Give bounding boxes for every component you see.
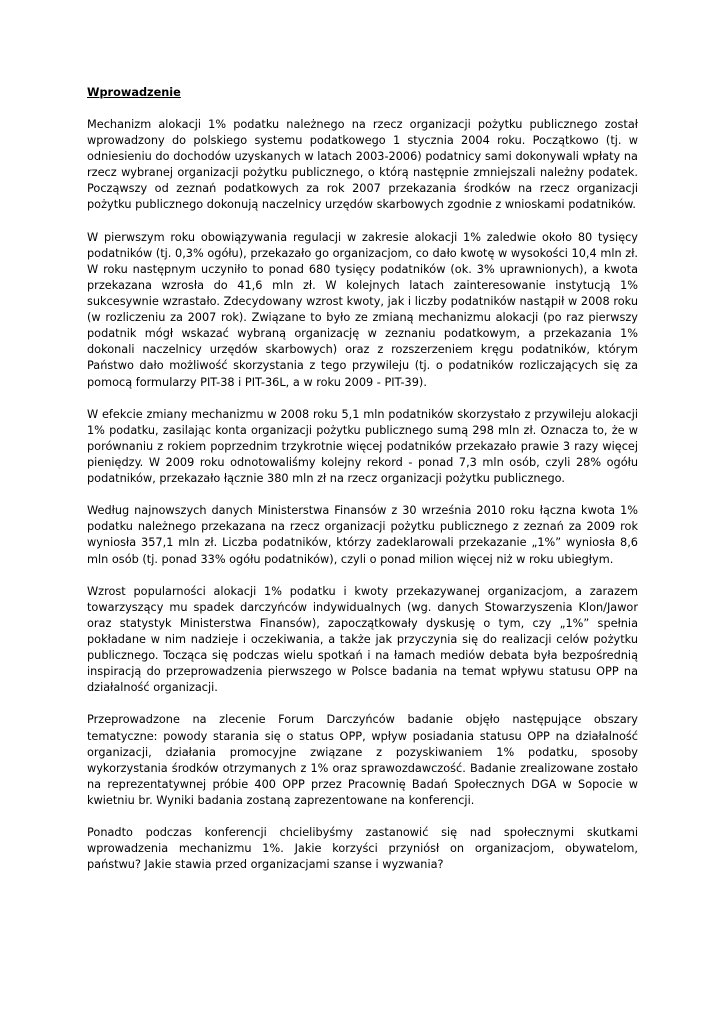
paragraph-conference-questions: Ponadto podczas konferencji chcielibyśmy zastanowić się nad społecznymi skutkami wprowadzenia mechanizmu 1%. Jakie korzyści przyniósł on organizacjom, obywatelom, państwu? Jakie stawia przed organizacjami szanse i wyzwania? <box>87 826 638 872</box>
paragraph-popularity-debate: Wzrost popularności alokacji 1% podatku i kwoty przekazywanej organizacjom, a zarazem towarzyszący mu spadek darczyńców indywidualnych (wg. danych Stowarzyszenia Klon/Jawor oraz statystyk Ministerstwa Finansów), zapoczątkowały dyskusję o tym, czy „1%” spełnia pokładane w nim nadzieje i oczekiwania, a także jak przyczynia się do realizacji celów pożytku publicznego. Tocząca się podczas wielu spotkań i na łamach mediów debata była bezpośrednią inspiracją do przeprowadzenia pierwszego w Polsce badania na temat wpływu statusu OPP na działalność organizacji. <box>87 584 638 695</box>
paragraph-2008-effect: W efekcie zmiany mechanizmu w 2008 roku 5,1 mln podatników skorzystało z przywileju alokacji 1% podatku, zasilając konta organizacji pożytku publicznego sumą 298 mln zł. Oznacza to, że w porównaniu z rokiem poprzednim trzykrotnie więcej podatników przekazało prawie 3 razy więcej pieniędzy. W 2009 roku odnotowaliśmy kolejny rekord - ponad 7,3 mln osób, czyli 28% ogółu podatników, przekazało łącznie 380 mln zł na rzecz organizacji pożytku publicznego. <box>87 407 638 486</box>
section-heading: Wprowadzenie <box>87 86 181 99</box>
paragraph-intro-mechanism: Mechanizm alokacji 1% podatku należnego na rzecz organizacji pożytku publicznego został wprowadzony do polskiego systemu podatkowego 1 stycznia 2004 roku. Początkowo (tj. w odniesieniu do dochodów uzyskanych w latach 2003-2006) podatnicy sami dokonywali wpłaty na rzecz wybranej organizacji pożytku publicznego, o którą następnie zmniejszali należny podatek. Począwszy od zeznań podatkowych za rok 2007 przekazania środków na rzecz organizacji pożytku publicznego dokonują naczelnicy urzędów skarbowych zgodnie z wnioskami podatników. <box>87 118 638 212</box>
document-page <box>87 85 638 890</box>
paragraph-first-years: W pierwszym roku obowiązywania regulacji w zakresie alokacji 1% zaledwie około 80 tysięcy podatników (tj. 0,3% ogółu), przekazało go organizacjom, co dało kwotę w wysokości 10,4 mln zł. W roku następnym uczyniło to ponad 680 tysięcy podatników (ok. 3% uprawnionych), a kwota przekazana wzrosła do 41,6 mln zł. W kolejnych latach zainteresowanie instytucją 1% sukcesywnie wzrastało. Zdecydowany wzrost kwoty, jak i liczby podatników nastąpił w 2008 roku (w rozliczeniu za 2007 rok). Związane to było ze zmianą mechanizmu alokacji (po raz pierwszy podatnik mógł wskazać wybraną organizację w zeznaniu podatkowym, a przekazania 1% dokonali naczelnicy urzędów skarbowych) oraz z rozszerzeniem kręgu podatników, którym Państwo dało możliwość skorzystania z tego przywileju (tj. o podatników rozliczających się za pomocą formularzy PIT-38 i PIT-36L, a w roku 2009 - PIT-39). <box>87 230 638 389</box>
paragraph-latest-data: Według najnowszych danych Ministerstwa Finansów z 30 września 2010 roku łączna kwota 1% podatku należnego przekazana na rzecz organizacji pożytku publicznego z zeznań za 2009 rok wyniosła 357,1 mln zł. Liczba podatników, którzy zadeklarowali przekazanie „1%” wyniosła 8,6 mln osób (tj. ponad 33% ogółu podatników), czyli o ponad milion więcej niż w roku ubiegłym. <box>87 504 638 566</box>
paragraph-research-scope: Przeprowadzone na zlecenie Forum Darczyńców badanie objęło następujące obszary tematyczne: powody starania się o status OPP, wpływ posiadania statusu OPP na działalność organizacji, działania promocyjne związane z pozyskiwaniem 1% podatku, sposoby wykorzystania środków otrzymanych z 1% oraz sprawozdawczość. Badanie zrealizowane zostało na reprezentatywnej próbie 400 OPP przez Pracownię Badań Społecznych DGA w Sopocie w kwietniu br. Wyniki badania zostaną zaprezentowane na konferencji. <box>87 713 638 807</box>
